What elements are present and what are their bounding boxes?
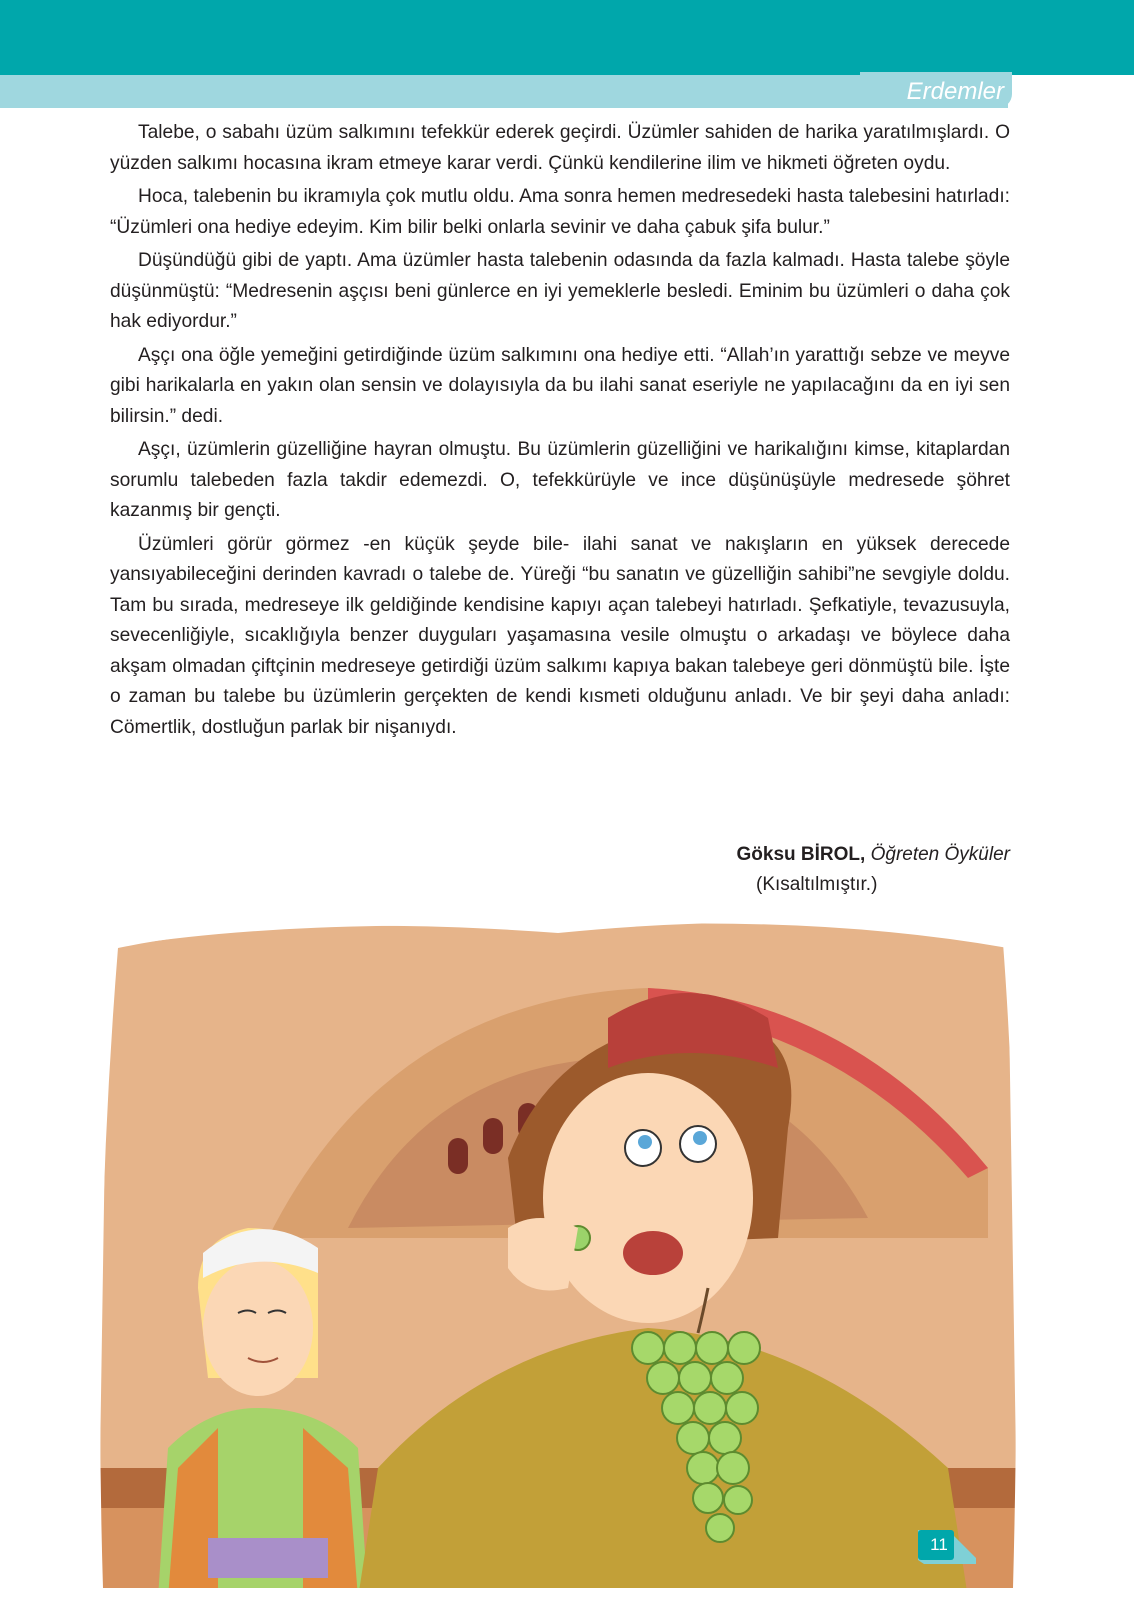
abridged-note: (Kısaltılmıştır.)	[756, 874, 878, 895]
story-paragraph: Üzümleri görür görmez -en küçük şeyde bile- ilahi sanat ve nakışların en yüksek derecede yansıyabileceğini derinden kavradı o talebe de. Yüreği “bu sanatın ve güzelliğin sahibi”ne sevgiyle doldu. Tam bu sırada, medreseye ilk geldiğinde kendisine kapıyı açan talebeyi hatırladı. Şefkatiyle, tevazusuyla, sevecenliğiyle, sıcaklığıyla benzer duyguları yaşamasına vesile olmuştu o arkadaşı ve böylece daha akşam olmadan çiftçinin medreseye getirdiği üzüm salkımı kapıya bakan talebeye geri dönmüştü bile. İşte o zaman bu talebe bu üzümlerin gerçekten de kendi kısmeti olduğunu anladı. Ve bir şeyi daha anladı: Cömertlik, dostluğun parlak bir nişanıydı.	[110, 533, 1010, 738]
story-text	[110, 118, 1010, 746]
story-paragraph: Talebe, o sabahı üzüm salkımını tefekkür ederek geçirdi. Üzümler sahiden de harika yaratılmışlardı. O yüzden salkımı hocasına ikram etmeye karar verdi. Çünkü kendilerine ilim ve hikmeti öğreten oydu.	[110, 122, 1010, 174]
story-paragraph: Düşündüğü gibi de yaptı. Ama üzümler hasta talebenin odasında da fazla kalmadı. Hasta talebe şöyle düşünmüştü: “Medresenin aşçısı beni günlerce en iyi yemeklerle besledi. Eminim bu üzümleri o daha çok hak ediyordur.”	[110, 250, 1010, 332]
section-title: Erdemler	[906, 78, 1004, 105]
story-paragraph: Aşçı ona öğle yemeğini getirdiğinde üzüm salkımını ona hediye etti. “Allah’ın yarattığı sebze ve meyve gibi harikalarla en yakın olan sensin ve dolayısıyla da bu ilahi sanat eseriyle ne yapılacağını da en iyi sen bilirsin.” dedi.	[110, 344, 1010, 427]
citation-author: Göksu BİROL,	[736, 844, 866, 865]
citation-book: Öğreten Öyküler	[870, 844, 1010, 865]
header-band	[0, 0, 1134, 75]
story-paragraph: Aşçı, üzümlerin güzelliğine hayran olmuştu. Bu üzümlerin güzelliğini ve harikalığını kimse, kitaplardan sorumlu talebeden fazla takdir edemezdi. O, tefekkürüyle ve ince düşünüşüyle medresede şöhret kazanmış bir gençti.	[110, 439, 1010, 521]
story-paragraph: Hoca, talebenin bu ikramıyla çok mutlu oldu. Ama sonra hemen medresedeki hasta talebesini hatırladı: “Üzümleri ona hediye edeyim. Kim bilir belki onlarla sevinir ve daha çabuk şifa bulur.”	[110, 186, 1010, 238]
page-number: 11	[930, 1535, 948, 1554]
story-illustration	[88, 908, 1028, 1598]
citation	[560, 840, 1010, 870]
